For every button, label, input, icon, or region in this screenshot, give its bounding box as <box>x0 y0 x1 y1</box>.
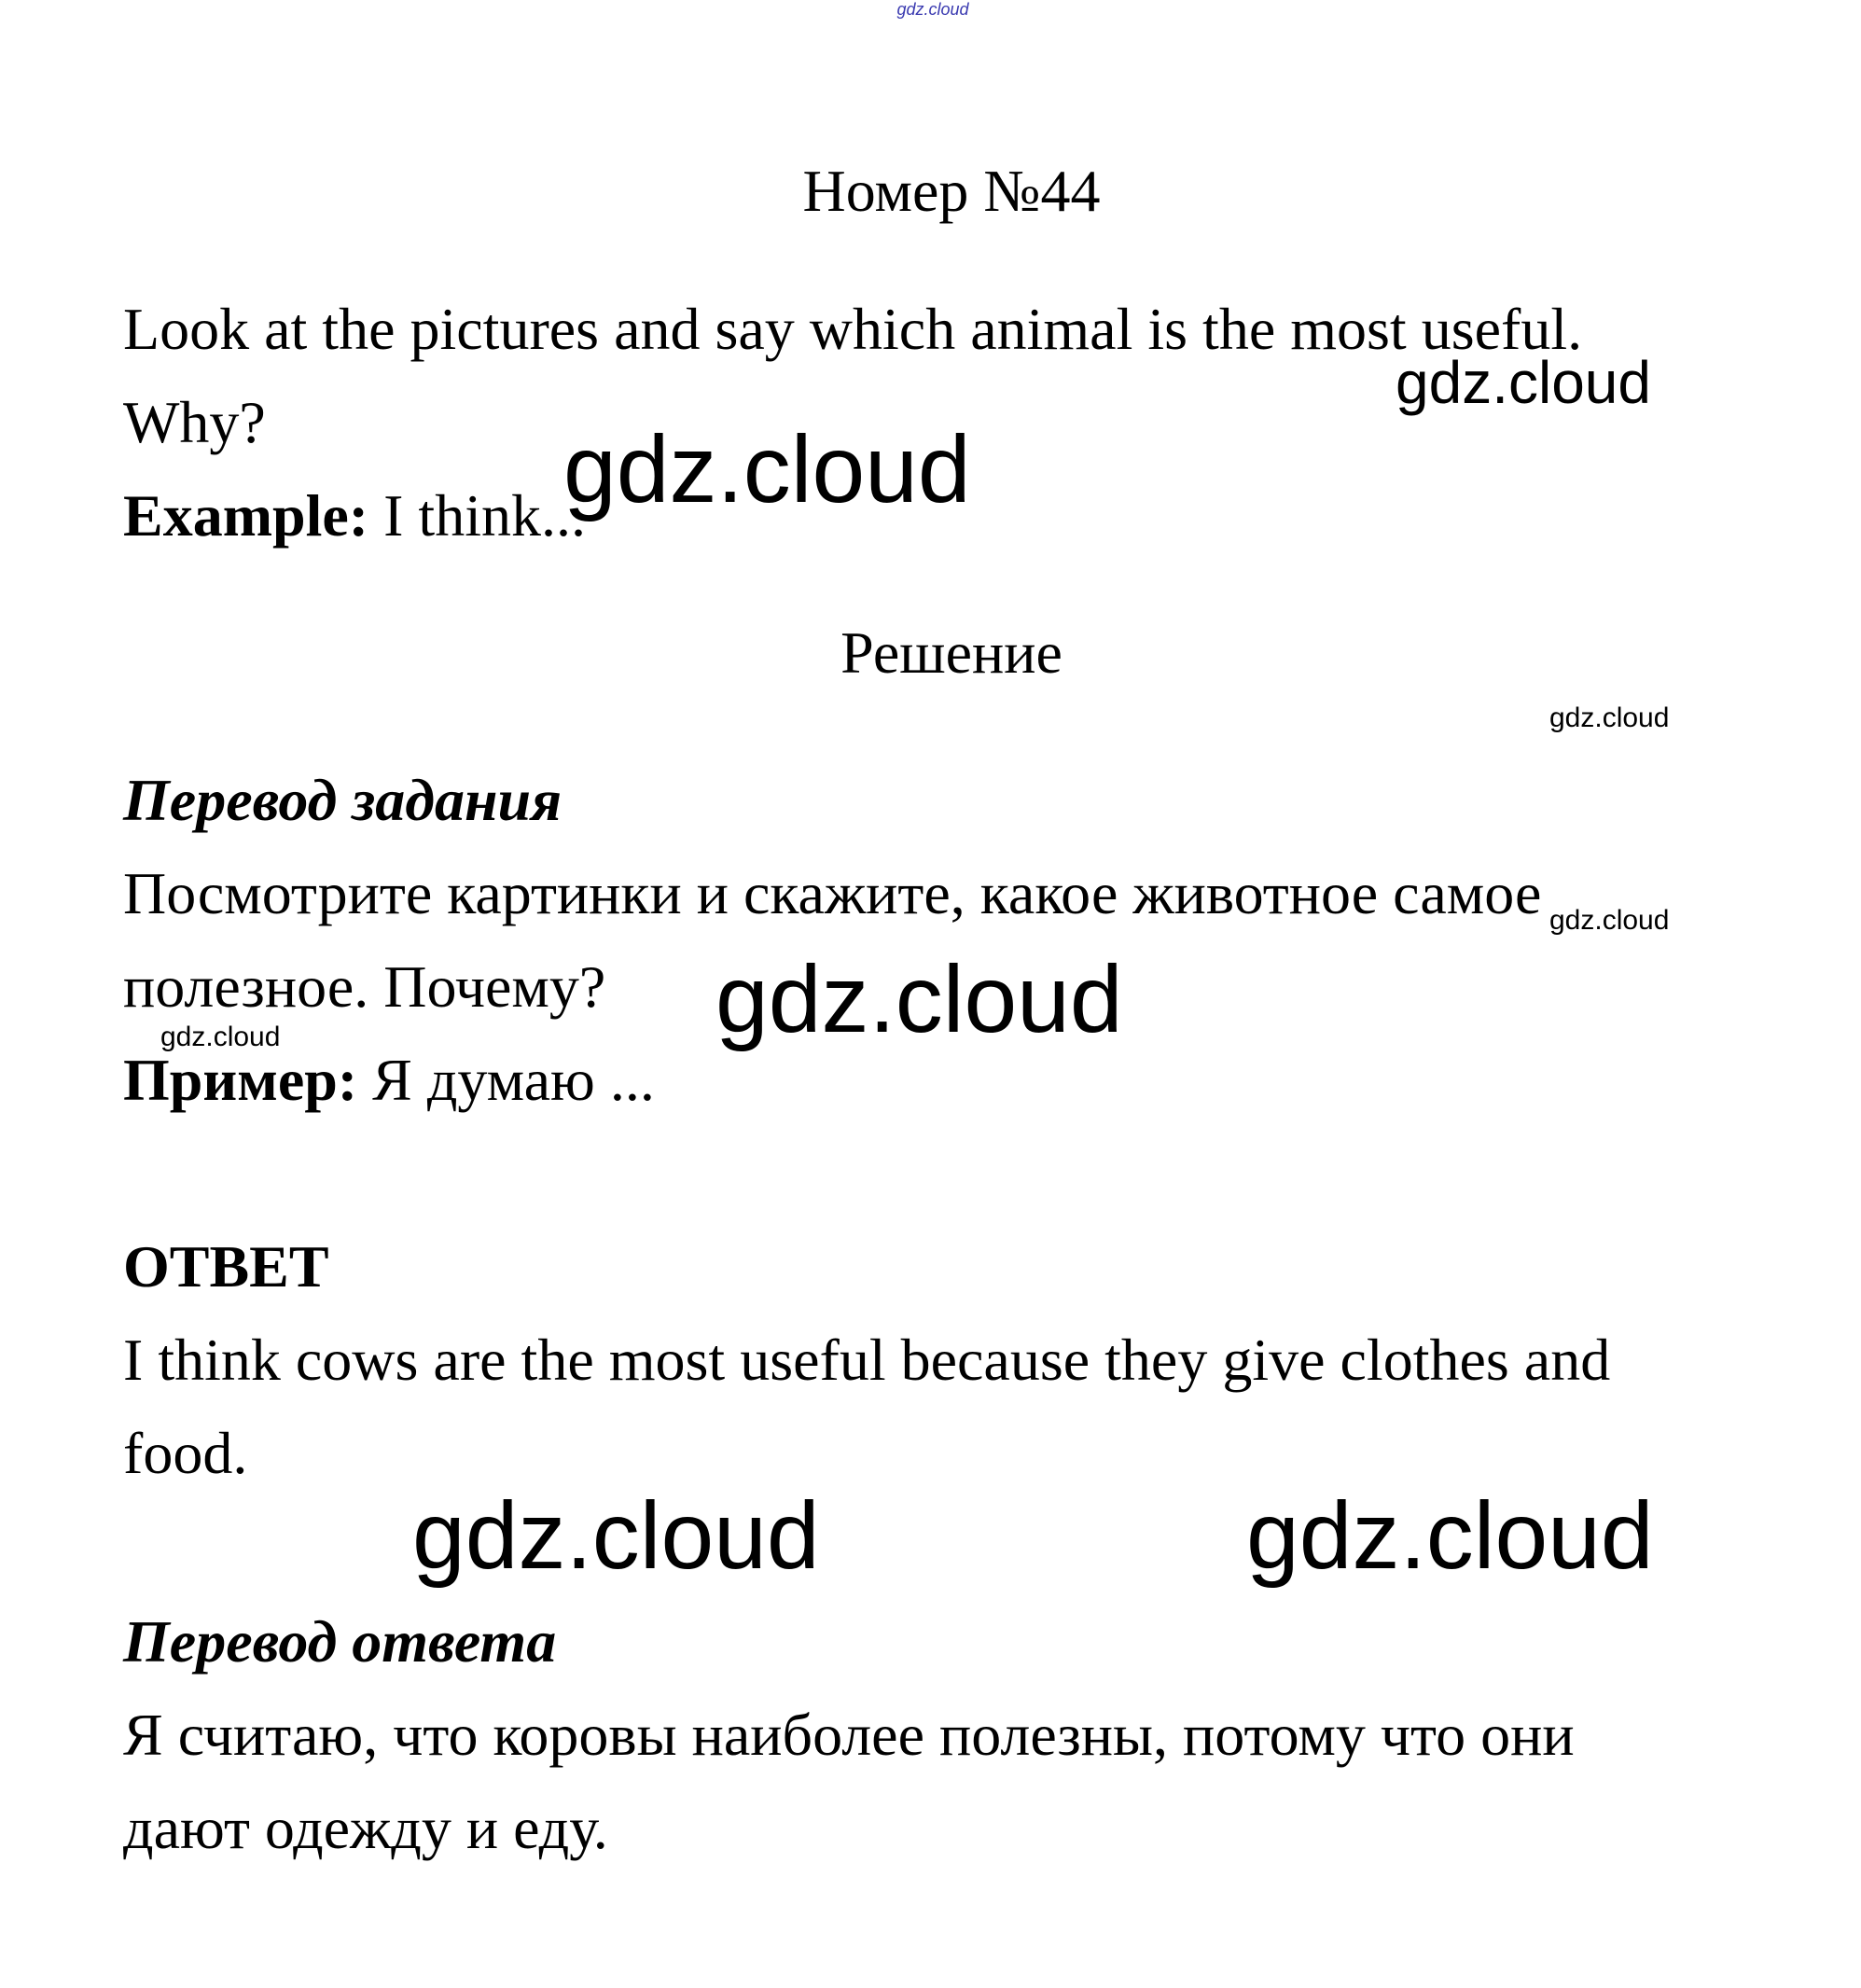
task-translation-heading: Перевод задания <box>123 767 562 833</box>
page-title: Номер №44 <box>802 158 1101 224</box>
watermark-3: gdz.cloud <box>1549 702 1670 733</box>
answer-translation-heading: Перевод ответа <box>123 1608 557 1675</box>
answer-translation-section <box>123 1595 1765 1875</box>
task-line-1: Look at the pictures and say which animal is the most useful. <box>123 296 1583 362</box>
task-translation-line-1: Посмотрите картинки и скажите, какое животное самое <box>123 860 1542 926</box>
answer-translation-line-1: Я считаю, что коровы наиболее полезны, потому что они <box>123 1702 1575 1768</box>
task-translation-line-2: полезное. Почему? <box>123 953 606 1020</box>
watermark-6: gdz.cloud <box>160 1022 281 1052</box>
watermark-4: gdz.cloud <box>1549 905 1670 936</box>
answer-heading: ОТВЕТ <box>123 1233 329 1300</box>
answer-translation-line-2: дают одежду и еду. <box>123 1795 608 1861</box>
watermark-8: gdz.cloud <box>1246 1482 1654 1589</box>
task-translation-example-label: Пример: <box>123 1047 358 1113</box>
task-example-label: Example: <box>123 482 369 549</box>
watermark-1: gdz.cloud <box>1396 349 1651 416</box>
task-translation-section <box>123 754 1765 1127</box>
task-line-2: Why? <box>123 389 266 455</box>
answer-line-1: I think cows are the most useful because they give clothes and <box>123 1327 1611 1393</box>
task-translation-example-text: Я думаю ... <box>357 1047 655 1113</box>
watermark-2: gdz.cloud <box>563 416 971 522</box>
answer-line-2: food. <box>123 1420 248 1486</box>
watermark-7: gdz.cloud <box>412 1482 820 1589</box>
solution-title: Решение <box>840 619 1062 686</box>
top-watermark: gdz.cloud <box>896 0 969 19</box>
watermark-5: gdz.cloud <box>715 946 1123 1052</box>
task-example-text: I think... <box>368 482 586 549</box>
answer-section <box>123 1220 1765 1500</box>
